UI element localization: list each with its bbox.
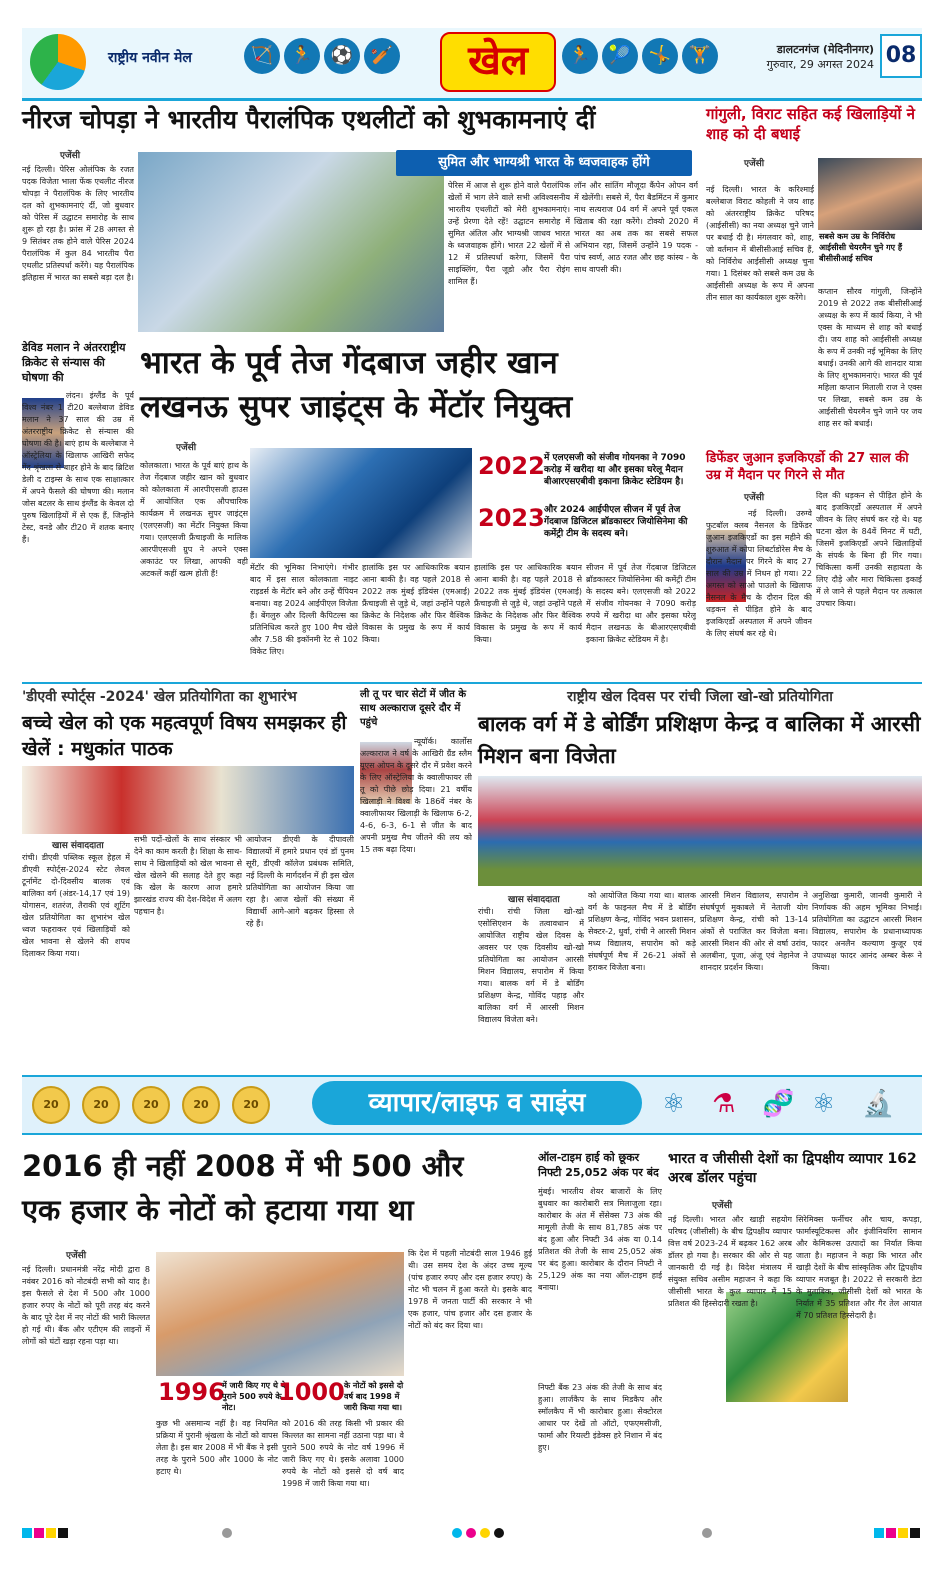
story8-byline: खास संवाददाता bbox=[508, 895, 560, 905]
story8-body3: आरसी मिशन विद्यालय, सपारोम ने संघर्षपूर्ण मुकाबले में नेताजी योग प्रशिक्षण केन्द्र, रांची को 13-14 अंकों से पराजित कर विजेता बना। आरसी मिशन की ओर से वर्षा उरांव, अलबीना, पूजा, अंजू एवं नेहानेज ने शानदार प्रदर्शन किया। bbox=[700, 891, 808, 972]
story3-headline: डेविड मलान ने अंतरराष्ट्रीय क्रिकेट से संन्यास की घोषणा की bbox=[22, 341, 126, 384]
masthead bbox=[22, 28, 922, 101]
tennis-icon: 🎾 bbox=[602, 38, 638, 74]
zaheer-khan-photo bbox=[250, 448, 472, 558]
print-registration-bar bbox=[22, 1527, 922, 1539]
story10-body2: निफ्टी बैंक 23 अंक की तेजी के साथ बंद हुआ। लार्जकैप के साथ मिडकैप और स्मॉलकैप में भी कारोबार हुआ। सेक्टोरल आधार पर देखें तो ऑटो, एफएमसीजी, फार्मा और रियल्टी इंडेक्स हरे निशान में बंद हुए। bbox=[538, 1383, 662, 1452]
paralympic-team-photo bbox=[138, 152, 444, 332]
currency-notes-photo bbox=[156, 1252, 404, 1376]
story6-headline: बच्चे खेल को एक महत्वपूर्ण विषय समझकर ही खेलें : मधुकांत पाठक bbox=[22, 712, 347, 760]
registration-dot bbox=[452, 1528, 462, 1538]
story5-body2: दिल की धड़कन से पीड़ित होने के बाद इजकिएर्डो अस्पताल में अपने जीवन के लिए संघर्ष कर रहे थे। यह घटना खेल के 84वें मिनट में घटी, जिसमें इजकिएर्डो अपने खिलाड़ियों के संपर्क के बिना ही गिर गया। चिकित्सा कर्मी उनकी सहायता के लिए दौड़े और मारा चिकित्सा इकाई में ले जाने से पहले मैदान पर तत्काल उपचार किया। bbox=[816, 491, 922, 608]
story9-fact1-text: में जारी किए गए थे ये पुराने 500 रुपये के नोट। bbox=[222, 1381, 286, 1412]
story4-fact2-year: 2023 bbox=[478, 504, 545, 532]
business-section-title: व्यापार/लाइफ व साइंस bbox=[312, 1081, 642, 1125]
story4-fact1-text: में एलएसजी को संजीव गोयनका ने 7090 करोड़ में खरीदा था और इसका घरेलू मैदान बीआरएसएबीवी इकाना क्रिकेट स्टेडियम है। bbox=[544, 453, 686, 487]
dateline-place: डालटनगंज (मेदिनीनगर) bbox=[776, 43, 874, 56]
registration-swatch bbox=[58, 1528, 68, 1538]
coin-icon: 20 bbox=[182, 1086, 220, 1124]
story1-byline: एजेंसी bbox=[60, 151, 81, 161]
story4-byline: एजेंसी bbox=[176, 443, 197, 453]
registration-dot bbox=[466, 1528, 476, 1538]
story7-headline: ली तू पर चार सेटों में जीत के साथ अल्काराज दूसरे दौर में पहुंचे bbox=[360, 689, 467, 728]
archer-icon: 🏹 bbox=[244, 38, 280, 74]
story4-body2: मेंटॉर की भूमिका निभाएंगे। गंभीर बाद में इस साल कोलकाता नाइट राइडर्स के मेंटॉर बने और उन्हें चैंपियन बनाया। वह 2024 आईपीएल विजेता हैं। बेंगलुरु और दिल्ली कैपिटल्स का प्रतिनिधित्व करते हुए 100 मैच खेले और 7.58 की इकॉनमी रेट से 102 विकेट लिए। bbox=[250, 563, 358, 656]
registration-swatch bbox=[22, 1528, 32, 1538]
story9-headline-line2: एक हजार के नोटों को हटाया गया था bbox=[22, 1193, 414, 1227]
page-number: 08 bbox=[880, 34, 922, 78]
dav-event-photo bbox=[22, 766, 354, 834]
registration-swatch bbox=[34, 1528, 44, 1538]
registration-swatch bbox=[886, 1528, 896, 1538]
cricketer-icon: 🏏 bbox=[364, 38, 400, 74]
story9-body2: कुछ भी असमान्य नहीं है। वह नियमित प्रक्रिया में पुरानी श्रृंखला के नोटों को वापस लेता है। इस बार 2008 में भी बैंक ने इसी तरह के पुराने 500 और 1000 के नोट हटाए थे। bbox=[156, 1419, 278, 1476]
coin-icon: 20 bbox=[132, 1086, 170, 1124]
story8-body2: को आयोजित किया गया था। बालक वर्ग के फाइनल मैच में डे बोर्डिंग प्रशिक्षण केन्द्र, गोविंद भवन प्रशासन, सेक्टर-2, धुर्वा, रांची ने आरसी मिशन मध्य विद्यालय, सपारोम को कड़े संघर्षपूर्ण मैच में 26-21 अंकों से हराकर विजेता बना। bbox=[588, 891, 696, 972]
story5-byline: एजेंसी bbox=[744, 493, 765, 503]
registration-dot bbox=[222, 1528, 232, 1538]
story5-body: नई दिल्ली। उरुग्वे फुटबॉल क्लब नैसनल के डिफेंडर जुआन इजकिएर्डो का इस महीने की शुरुआत में कोपा लिबर्टाडोरेस मैच के दौरान मैदान पर गिरने के बाद 27 साल की उम्र में निधन हो गया। 22 अगस्त को साओ पाउलो के खिलाफ नैसनल के मैच के दौरान दिल की धड़कन से पीड़ित होने के बाद इजकिएर्डो अस्पताल में अपने जीवन के लिए संघर्ष कर रहे थे। bbox=[706, 509, 812, 638]
registration-swatch bbox=[874, 1528, 884, 1538]
story1-body: नई दिल्ली। पेरिस ओलंपिक के रजत पदक विजेता भाला फेंक एथलीट नीरज चोपड़ा ने पैरालंपिक के लिए भारतीय दल को शुभकामनाएं दीं, जो बुधवार को पेरिस में उद्घाटन समारोह के साथ शुरू हो रहा है। फ्रांस में 28 अगस्त से 9 सितंबर तक होने वाले पेरिस 2024 पैरालंपिक में कुल 84 भारतीय पैरा एथलीट प्रतिस्पर्धा करेंगे। यह पैरालंपिक इतिहास में भारत का सबसे बड़ा दल है। bbox=[22, 165, 134, 282]
story6-body3: आयोजन डीएवी के दीपावली विद्यालयों में हमारे प्रधान एवं डॉ पुनम सूरी, डीएवी कॉलेज प्रबंधक समिति, नई दिल्ली के मार्गदर्शन में ही इस खेल प्रतियोगिता का आयोजन किया जा रहा है। आज खेलों की संख्या में विद्यार्थी आगे-आगे बढ़कर हिस्सा ले रहे हैं। bbox=[246, 835, 354, 928]
coin-icon: 20 bbox=[82, 1086, 120, 1124]
paper-name: राष्ट्रीय नवीन मेल bbox=[108, 50, 192, 66]
story8-body: रांची। रांची जिला खो-खो एसोसिएशन के तत्वावधान में आयोजित राष्ट्रीय खेल दिवस के अवसर पर एक दिवसीय खो-खो प्रतियोगिता का आयोजन आरसी मिशन विद्यालय, सपारोम में किया गया। बालक वर्ग में डे बोर्डिंग प्रशिक्षण केन्द्र, गोविंद पहाड़ और बालिका वर्ग में आरसी मिशन विद्यालय विजेता बने। bbox=[478, 907, 584, 1024]
story9-byline: एजेंसी bbox=[66, 1251, 87, 1261]
story10-headline: ऑल-टाइम हाई को छूकर निफ्टी 25,052 अंक पर बंद bbox=[538, 1151, 659, 1179]
story9-body4: कि देश में पहली नोटबंदी साल 1946 हुई थी। उस समय देश के अंदर उच्च मूल्य (पांच हजार रुपए और दस हजार रुपए) के नोट भी चलन में हुआ करते थे। इसके बाद 1978 में जनता पार्टी की सरकार ने भी एक हजार, पांच हजार और दस हजार के नोटों को बंद कर दिया था। bbox=[408, 1249, 532, 1330]
story3-body: लंदन। इंग्लैंड के पूर्व विश्व नंबर 1 टी20 बल्लेबाज डेविड मलान ने 37 साल की उम्र में अंतरराष्ट्रीय क्रिकेट से संन्यास की घोषणा की है। बाएं हाथ के बल्लेबाज ने ऑस्ट्रेलिया के खिलाफ आखिरी सफेद गेंद श्रृंखला से बाहर होने के बाद ब्रिटिश डेली द टाइम्स के साथ एक साक्षात्कार में अपने फैसले की घोषणा की। मलान जोस बटलर के साथ इंग्लैंड के केवल दो पुरुष खिलाड़ियों में से एक हैं, जिन्होंने टेस्ट, वनडे और टी20 में शतक बनाए हैं। bbox=[22, 391, 134, 544]
section-title: खेल bbox=[440, 32, 556, 92]
dateline-date: गुरुवार, 29 अगस्त 2024 bbox=[766, 58, 874, 71]
story9-fact1-year: 1996 bbox=[158, 1378, 225, 1406]
story9-headline-line1: 2016 ही नहीं 2008 में भी 500 और bbox=[22, 1149, 464, 1183]
story11-byline: एजेंसी bbox=[712, 1201, 733, 1211]
story9-fact2-text: के नोटों को इससे दो वर्ष बाद 1998 में जारी किया गया था। bbox=[344, 1381, 404, 1412]
coin-icon: 20 bbox=[32, 1086, 70, 1124]
story4-headline-line1: भारत के पूर्व तेज गेंदबाज जहीर खान bbox=[140, 345, 558, 381]
story4-body4: सीजन में पूर्व तेज गेंदबाज डिजिटल ब्रॉडकास्टर जियोसिनेमा की कमेंट्री टीम के सदस्य बने। एलएसजी को 2022 में संजीव गोयनका ने 7090 करोड़ रुपये में खरीदा था और इसका घरेलू मैदान लखनऊ के बीआरएसएबीवी इकाना क्रिकेट स्टेडियम में है। bbox=[586, 563, 696, 644]
relay-icon: 🤸 bbox=[642, 38, 678, 74]
story8-headline: बालक वर्ग में डे बोर्डिंग प्रशिक्षण केन्द्र व बालिका में आरसी मिशन बना विजेता bbox=[478, 712, 921, 768]
weightlifter-icon: 🏋 bbox=[682, 38, 718, 74]
newspaper-logo-icon bbox=[30, 34, 86, 90]
atom-icon: ⚛ bbox=[662, 1089, 686, 1119]
story1-body3: लॉन और सांतिंग मौजूदा कैंपेन ओपन वर्ग में खेलेंगी। सबसे में, पैरा बैडमिंटन में कुमार नाथ सत्यराज 04 वर्ग में अपने पूर्व एकल खिताब की रक्षा करेंगे। टोक्यो 2020 में भारत का अब तक का सबसे सफल अभियान रहा, जिसमें उन्होंने 19 पदक - पांच स्वर्ण, आठ रजत और छह कांस्य - के साथ वापसी की। bbox=[574, 181, 698, 274]
registration-dot bbox=[480, 1528, 490, 1538]
story4-body3: हालांकि इस पर आधिकारिक बयान आना बाकी है। वह पहले 2018 से 2022 तक मुंबई इंडियंस (एमआई) फ्रैंचाइजी से जुड़े थे, जहां उन्होंने पहले क्रिकेट के निदेशक और फिर वैश्विक विकास के प्रमुख के रूप में कार्य किया। bbox=[362, 563, 470, 644]
story6-body: रांची। डीएवी पब्लिक स्कूल हेहल में डीएवी स्पोर्ट्स-2024 स्टेट लेवल टूर्नामेंट दो-दिवसीय बालक एवं बालिका वर्ग (अंडर-14,17 एवं 19) योगासन, शतरंज, तैराकी एवं शूटिंग खेल प्रतियोगिता का शुभारंभ खेल ध्वज फहराकर एवं खिलाड़ियों को खेल भावना से खेलने की शपथ दिलाकर किया गया। bbox=[22, 853, 130, 958]
story1-photo-caption: सुमित और भाग्यश्री भारत के ध्वजवाहक होंगे bbox=[396, 150, 692, 176]
story9-body: नई दिल्ली। प्रधानमंत्री नरेंद्र मोदी द्वारा 8 नवंबर 2016 को नोटबंदी सभी को याद है। इस फैसले से देश में 500 और 1000 हजार रुपए के नोटों को पूरी तरह बंद करने के बाद पूरे देश में नए नोटों की भारी किल्लत हो गई थी। बैंक और एटीएम की लाइनों में लोगों को घंटों खड़ा रहना पड़ा था। bbox=[22, 1265, 150, 1346]
runner-icon: 🏃 bbox=[284, 38, 320, 74]
story4-body: कोलकाता। भारत के पूर्व बाएं हाथ के तेज गेंदबाज जहीर खान को बुधवार को कोलकाता में आरपीएसजी हाउस में आयोजित एक औपचारिक कार्यक्रम में लखनऊ सुपर जाइंट्स (एलएसजी) का मेंटॉर नियुक्त किया गया। एलएसजी फ्रैंचाइजी के मालिक आरपीएसजी ग्रुप ने अपने एक्स अकाउंट पर लिखा, आपकी वही अटकलें कहीं खत्म होती हैं! bbox=[140, 461, 248, 578]
story2-headline: गांगुली, विराट सहित कई खिलाड़ियों ने शाह को दी बधाई bbox=[706, 105, 915, 143]
story1-headline: नीरज चोपड़ा ने भारतीय पैरालंपिक एथलीटों को शुभकामनाएं दीं bbox=[22, 105, 596, 134]
story5-headline: डिफेंडर जुआन इजकिएर्डो की 27 साल की उम्र में मैदान पर गिरने से मौत bbox=[706, 451, 909, 483]
story11-body2: सिरेमिक्स फर्नीचर और चाय, कपड़ा, फार्मास्यूटिकल्स और इंजीनियरिंग सामान और केमिकल्स उत्पादों का निर्यात किया जाता है। महाजन ने कहा कि भारत और खाड़ी देशों के बीच सांस्कृतिक और द्विपक्षीय व्यापार मजबूत है। 2022 से सरकारी डेटा के मुताबिक, जीसीसी देशों को भारत के निर्यात में 35 प्रतिशत और गैर तेल आयात में 70 प्रतिशत हिस्सेदारी है। bbox=[796, 1215, 922, 1320]
dateline bbox=[762, 42, 874, 72]
story8-kicker: राष्ट्रीय खेल दिवस पर रांची जिला खो-खो प्रतियोगिता bbox=[567, 689, 833, 705]
section-divider bbox=[22, 682, 922, 684]
story4-body3b: हालांकि इस पर आधिकारिक बयान आना बाकी है। वह पहले 2018 से 2022 तक मुंबई इंडियंस (एमआई) फ्रैंचाइजी से जुड़े थे, जहां उन्होंने पहले क्रिकेट के निदेशक और फिर वैश्विक विकास के प्रमुख के रूप में कार्य किया। bbox=[474, 563, 582, 644]
dna-icon: 🧬 bbox=[762, 1089, 795, 1119]
story11-body: नई दिल्ली। भारत और खाड़ी सहयोग परिषद (जीसीसी) के बीच द्विपक्षीय व्यापार वित्त वर्ष 2023-24 में बढ़कर 162 अरब डॉलर हो गया है। सरकार की ओर से यह जानकारी दी गई है। विदेश मंत्रालय में संयुक्त सचिव असीम महाजन ने कहा कि जीसीसी भारत के कुल व्यापार में 15 प्रतिशत की हिस्सेदारी रखता है। bbox=[668, 1215, 792, 1308]
story6-body2: सभी पदों-खेलों के साथ संस्कार भी देने का काम करती है। शिक्षा के साथ-साथ ने खिलाड़ियों को खेल भावना से खेल खेलने की सलाह देते हुए कहा कि खेल के कारण आज हमारे झारखंड राज्य की देश-विदेश में अलग पहचान है। bbox=[134, 835, 242, 916]
registration-dot bbox=[702, 1528, 712, 1538]
coin-icon: 20 bbox=[232, 1086, 270, 1124]
story2-body2: कप्तान सौरव गांगुली, जिन्होंने 2019 से 2022 तक बीसीसीआई अध्यक्ष के रूप में कार्य किया, ने भी एक्स के माध्यम से शाह को बधाई दी। जय शाह को आईसीसी अध्यक्ष के रूप में उनकी नई भूमिका के लिए बधाई। उनकी आगे की शानदार यात्रा के लिए शुभकामनाएं। भारत की पूर्व महिला कप्तान मिताली राज ने एक्स पर लिखा, सबसे कम उम्र के आईसीसी चेयरमैन चुने जाने पर जय शाह सर को बधाई। bbox=[818, 287, 922, 428]
business-section-banner bbox=[22, 1075, 922, 1135]
story9-fact2-year: 1000 bbox=[278, 1378, 345, 1406]
story7-body: न्यूयॉर्क। कार्लोस अल्काराज ने वर्ष के आखिरी ग्रैंड स्लैम यूएस ओपन के दूसरे दौर में प्रवेश करने के लिए ऑस्ट्रेलिया के क्वालीफायर ली तू को पीछे छोड़ दिया। 21 वर्षीय खिलाड़ी ने विश्व के 186वें नंबर के क्वालीफायर खिलाड़ी के खिलाफ 6-2, 4-6, 6-3, 6-1 से जीत के बाद अपनी प्रमुख मैच जीतने की लय को 15 तक बढ़ा दिया। bbox=[360, 737, 472, 854]
story11-headline: भारत व जीसीसी देशों का द्विपक्षीय व्यापार 162 अरब डॉलर पहुंचा bbox=[668, 1151, 917, 1186]
flask-icon: ⚗ bbox=[712, 1089, 736, 1119]
story8-body4: अनुशिखा कुमारी, जानवी कुमारी ने निर्णायक की अहम भूमिका निभाई। प्रतियोगिता का उद्घाटन आरसी मिशन विद्यालय, सपारोम के प्रधानाध्यापक फादर अनलैन कल्याण कुजूर एवं उपाध्यक्ष फादर आनंद अम्बर केरू ने किया। bbox=[812, 891, 922, 972]
story9-body3: को 2016 की तरह किसी भी प्रकार की किल्लत का सामना नहीं उठाना पड़ा था। वे पुराने 500 रुपये के नोट वर्ष 1996 में जारी किए गए थे। इसके अलावा 1000 रुपये के नोटों को इससे दो वर्ष बाद 1998 में जारी किया गया था। bbox=[282, 1419, 404, 1488]
registration-swatch bbox=[910, 1528, 920, 1538]
registration-swatch bbox=[46, 1528, 56, 1538]
story2-photo-caption: सबसे कम उम्र के निर्विरोध आईसीसी चेयरमैन चुने गए हैं बीसीसीआई सचिव bbox=[818, 230, 924, 265]
story2-byline: एजेंसी bbox=[744, 159, 765, 169]
story4-headline-line2: लखनऊ सुपर जाइंट्स के मेंटॉर नियुक्त bbox=[140, 389, 573, 425]
atom-icon: ⚛ bbox=[812, 1089, 836, 1119]
registration-dot bbox=[494, 1528, 504, 1538]
story6-byline: खास संवाददाता bbox=[52, 841, 104, 851]
story6-kicker: 'डीएवी स्पोर्ट्स -2024' खेल प्रतियोगिता का शुभारंभ bbox=[22, 689, 297, 705]
story1-body2: पेरिस में आज से शुरू होने वाले पैरालंपिक खेलों में भाग लेने वाले सभी अविश्वसनीय भारतीय एथलीटों को मेरी शुभकामनाएं। उन्हें प्रेरणा देते रहें! उद्घाटन समारोह में सुमित अंतिल और भाग्यश्री जाधव भारत के ध्वजवाहक होंगे। भारत 22 खेलों में से 12 में प्रतिस्पर्धा करेगा, जिसमें पैरा साइक्लिंग, पैरा जूडो और पैरा रोइंग शामिल हैं। bbox=[448, 181, 570, 286]
footballer-icon: ⚽ bbox=[324, 38, 360, 74]
registration-swatch bbox=[898, 1528, 908, 1538]
kho-kho-team-photo bbox=[478, 776, 922, 886]
story2-body: नई दिल्ली। भारत के करिश्माई बल्लेबाज विराट कोहली ने जय शाह को अंतरराष्ट्रीय क्रिकेट परिषद (आईसीसी) का नया अध्यक्ष चुने जाने पर बधाई दी है। मंगलवार को, शाह, जो वर्तमान में बीसीसीआई सचिव हैं, को निर्विरोध आईसीसी अध्यक्ष चुना गया। 1 दिसंबर को सबसे कम उम्र के आईसीसी अध्यक्ष के रूप में अपना तीन साल का कार्यकाल शुरू करेंगे। bbox=[706, 185, 814, 302]
story10-body: मुंबई। भारतीय शेयर बाजारों के लिए बुधवार का कारोबारी सत्र मिलाजुला रहा। कारोबार के अंत में सेंसेक्स 73 अंक की मामूली तेजी के साथ 81,785 अंक पर बंद हुआ और निफ्टी 34 अंक या 0.14 प्रतिशत की तेजी के साथ 25,052 अंक पर बंद हुआ। कारोबार के दौरान निफ्टी ने 25,129 अंक का नया ऑल-टाइम हाई बनाया। bbox=[538, 1187, 662, 1292]
hurdler-icon: 🏃 bbox=[562, 38, 598, 74]
story4-fact2-text: और 2024 आईपीएल सीजन में पूर्व तेज गेंदबाज डिजिटल ब्रॉडकास्टर जियोसिनेमा की कमेंट्री टीम के सदस्य बने। bbox=[544, 505, 688, 539]
microscope-icon: 🔬 bbox=[862, 1089, 895, 1119]
story4-fact1-year: 2022 bbox=[478, 452, 545, 480]
